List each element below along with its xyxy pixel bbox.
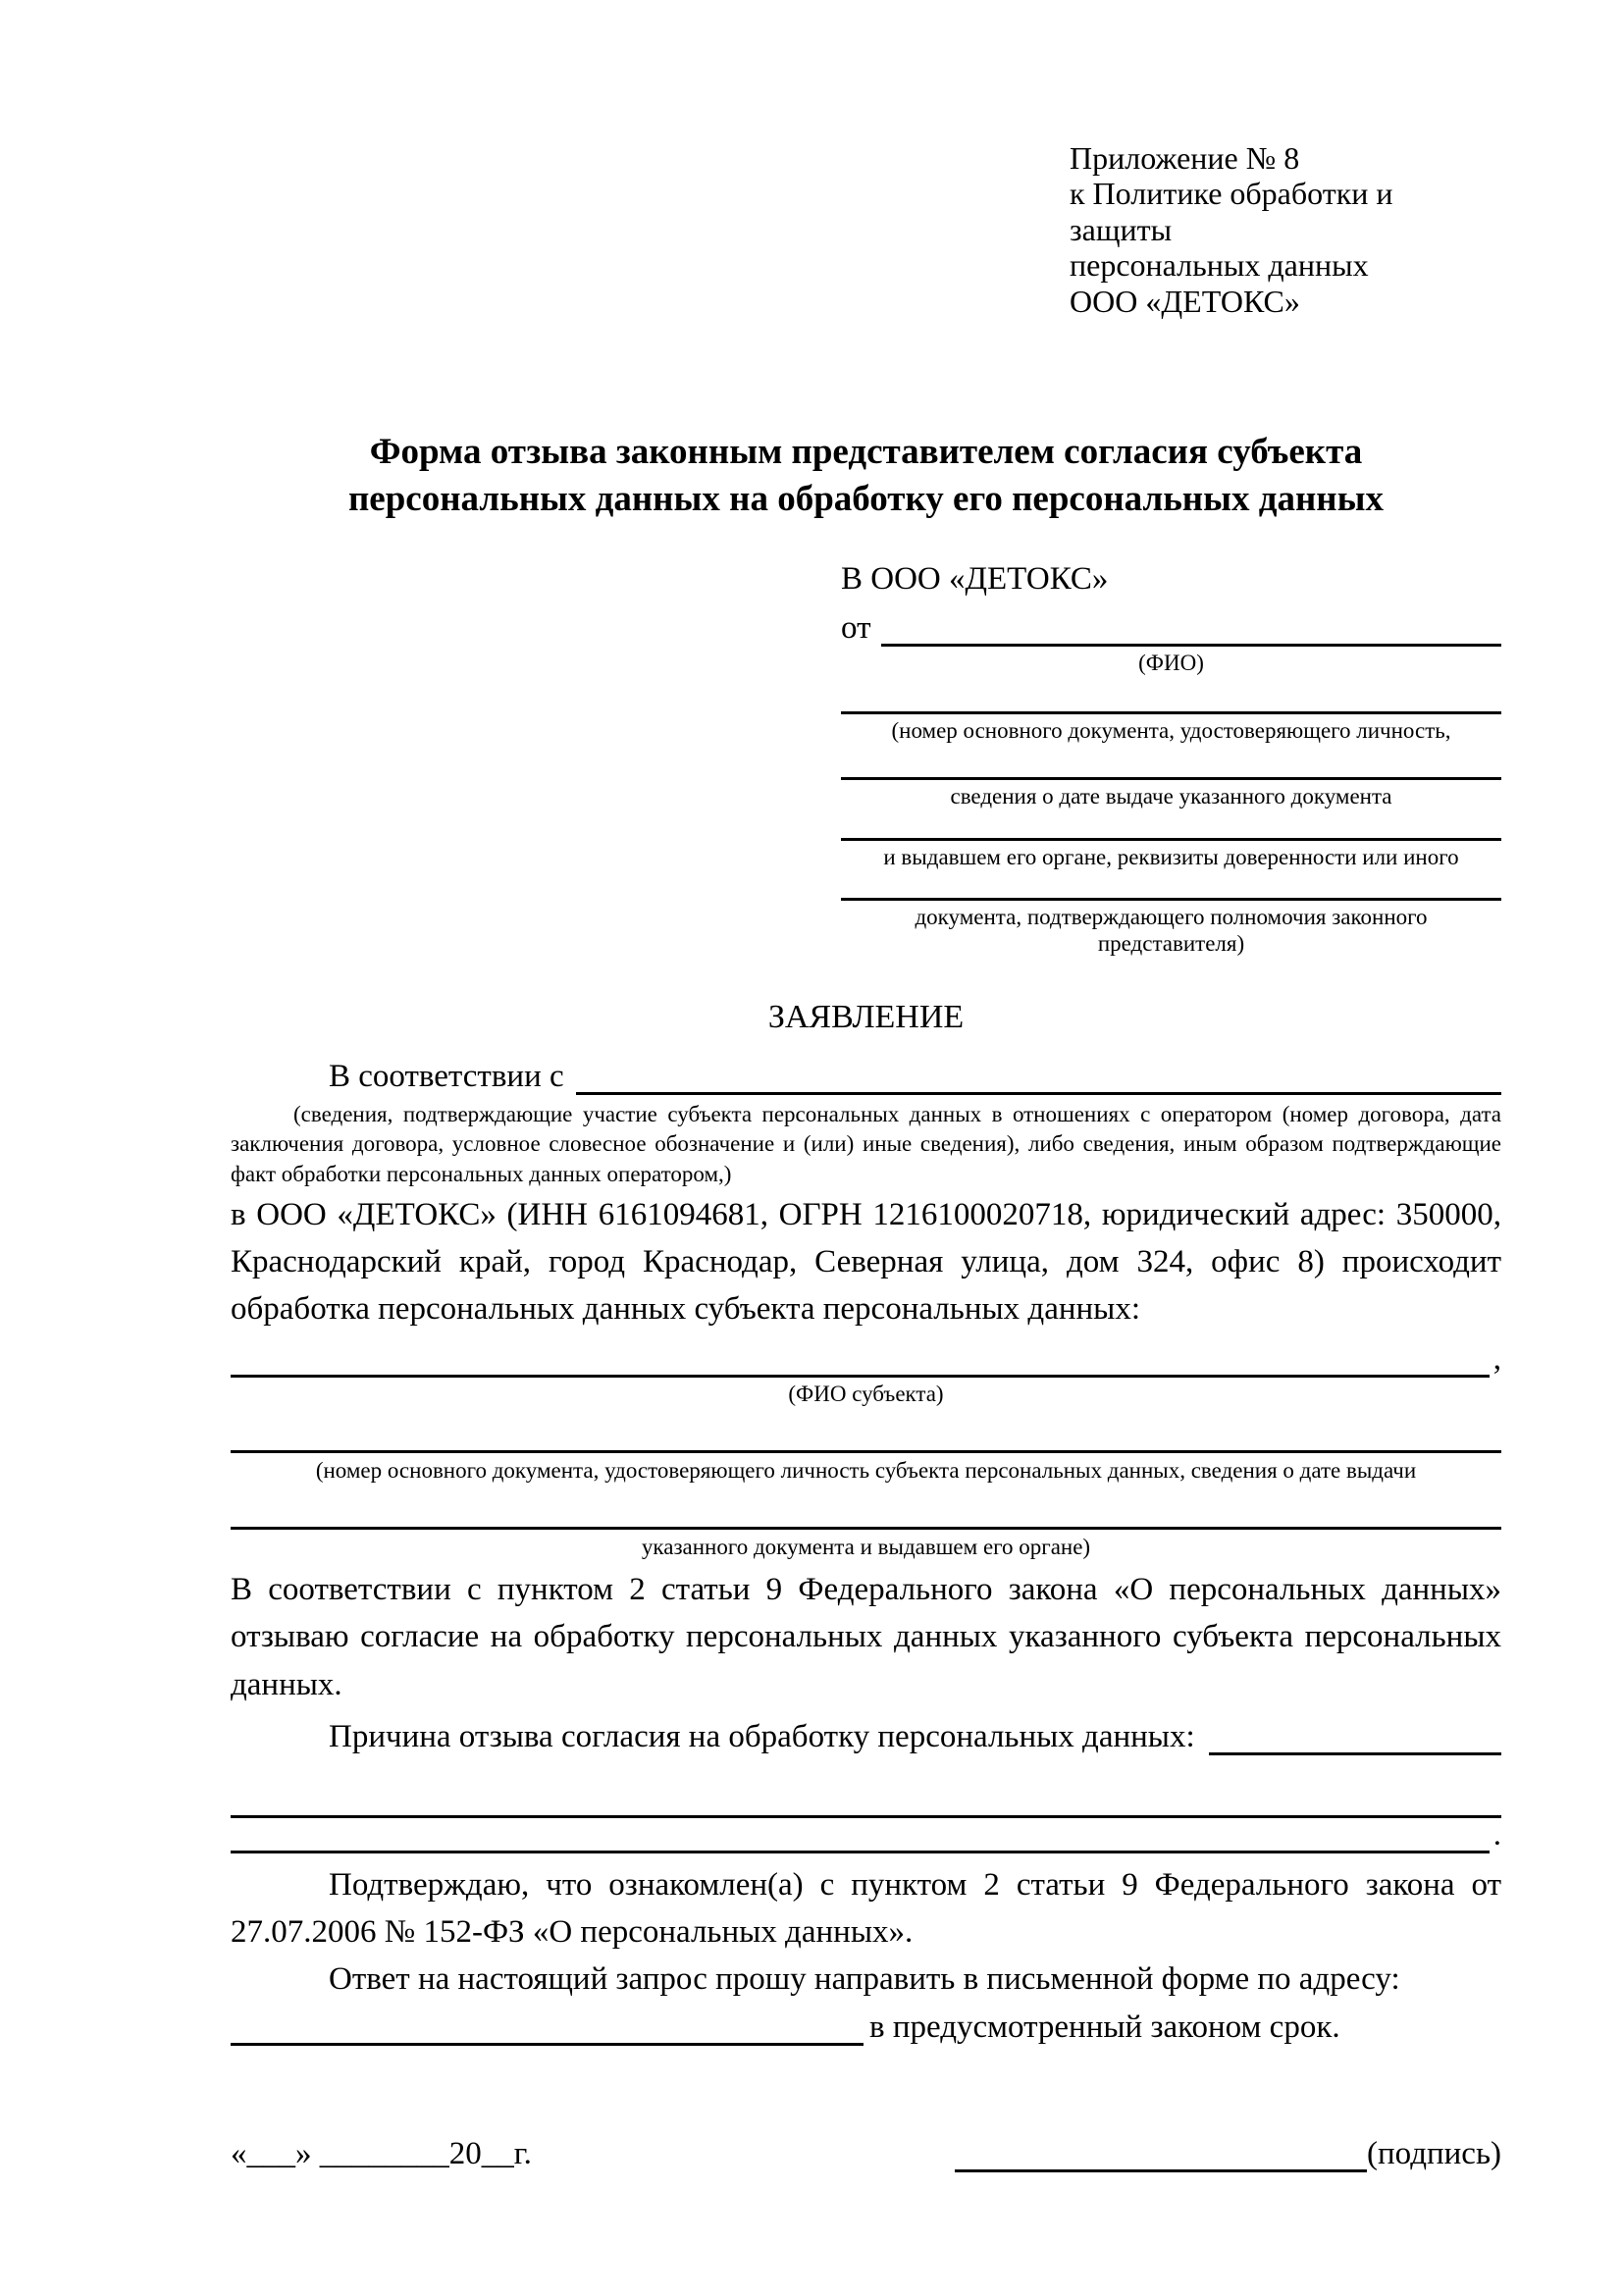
from-label: от <box>841 610 871 647</box>
applicant-document-blank-line <box>841 677 1501 714</box>
reply-paragraph: Ответ на настоящий запрос прошу направить в письменной форме по адресу: <box>329 1961 1400 1998</box>
operator-paragraph: в ООО «ДЕТОКС» (ИНН 6161094681, ОГРН 1216100020718, юридический адрес: 350000, Краснодарский край, город Краснодар, Северная улица, дом 324, офис 8) происходит обработка персональных данных субъекта персональных данных: <box>231 1196 1501 1328</box>
reason-continuation-row <box>231 1818 1501 1853</box>
reason-row <box>231 1710 1501 1755</box>
date-signature-row <box>231 2136 1501 2172</box>
addressee-block <box>841 559 1501 958</box>
subject-name-blank-line <box>231 1332 1490 1378</box>
reason-label: Причина отзыва согласия на обработку персональных данных: <box>329 1718 1195 1754</box>
subject-document-blank-line <box>231 1488 1501 1530</box>
reason-continuation-blank-line <box>231 1818 1490 1853</box>
document-title: Форма отзыва законным представителем согласия субъекта персональных данных на обработку его персональных данных <box>347 432 1384 519</box>
subject-document-caption: указанного документа и выдавшем его органе) <box>641 1534 1091 1559</box>
basis-label: В соответствии с <box>329 1058 564 1094</box>
applicant-document-caption: сведения о дате выдаче указанного документа <box>950 783 1392 809</box>
applicant-document-blank-line <box>841 745 1501 780</box>
reason-continuation-blank-line <box>231 1779 1501 1818</box>
applicant-document-blank-line <box>841 871 1501 901</box>
withdrawal-paragraph: В соответствии с пунктом 2 статьи 9 Федерального закона «О персональных данных» отзываю согласие на обработку персональных данных указанного субъекта персональных данных. <box>231 1572 1501 1702</box>
applicant-name-row <box>841 603 1501 647</box>
applicant-document-caption: (номер основного документа, удостоверяющего личность, <box>891 717 1451 743</box>
appendix-ref-line: персональных данных <box>1070 247 1369 284</box>
subject-document-caption: (номер основного документа, удостоверяющего личность субъекта персональных данных, сведения о дате выдачи <box>315 1458 1417 1484</box>
basis-blank-line <box>576 1050 1501 1095</box>
trailing-period: . <box>1492 1816 1501 1852</box>
appendix-reference-block <box>1070 140 1501 319</box>
applicant-document-caption: и выдавшем его органе, реквизиты доверенности или иного <box>883 845 1459 870</box>
basis-row <box>231 1050 1501 1095</box>
appendix-ref-line: Приложение № 8 <box>1070 140 1300 176</box>
basis-fineprint-caption: (сведения, подтверждающие участие субъекта персональных данных в отношениях с оператором (номер договора, дата заключения договора, условное словесное обозначение и (или) иные сведения), либо сведения, иным образом подтверждающие факт обработки персональных данных оператором,) <box>231 1101 1501 1186</box>
applicant-document-caption: документа, подтверждающего полномочия законного представителя) <box>915 904 1428 957</box>
subject-document-blank-line <box>231 1412 1501 1453</box>
subject-fio-caption: (ФИО субъекта) <box>788 1382 944 1407</box>
reply-address-row <box>231 2003 1501 2046</box>
addressee-organization: В ООО «ДЕТОКС» <box>841 561 1109 598</box>
reply-suffix: в предусмотренный законом срок. <box>869 2009 1340 2046</box>
appendix-ref-line: ООО «ДЕТОКС» <box>1070 283 1300 319</box>
signature-group <box>955 2136 1501 2172</box>
subject-name-row <box>231 1332 1501 1378</box>
reason-blank-line <box>1209 1710 1501 1755</box>
fio-caption: (ФИО) <box>1138 651 1204 676</box>
applicant-name-blank-line <box>881 603 1502 647</box>
date-blank-text: «___» ________20__г. <box>231 2136 532 2172</box>
applicant-document-blank-line <box>841 809 1501 841</box>
statement-heading: ЗАЯВЛЕНИЕ <box>767 998 965 1035</box>
confirmation-paragraph: Подтверждаю, что ознакомлен(а) с пунктом 2 статьи 9 Федерального закона от 27.07.2006 № 152-ФЗ «О персональных данных». <box>231 1866 1501 1950</box>
appendix-ref-line: к Политике обработки и защиты <box>1070 176 1393 247</box>
signature-blank-line <box>955 2137 1367 2172</box>
signature-caption: (подпись) <box>1367 2136 1501 2172</box>
trailing-comma: , <box>1492 1341 1501 1378</box>
reply-address-blank-line <box>231 2003 864 2046</box>
